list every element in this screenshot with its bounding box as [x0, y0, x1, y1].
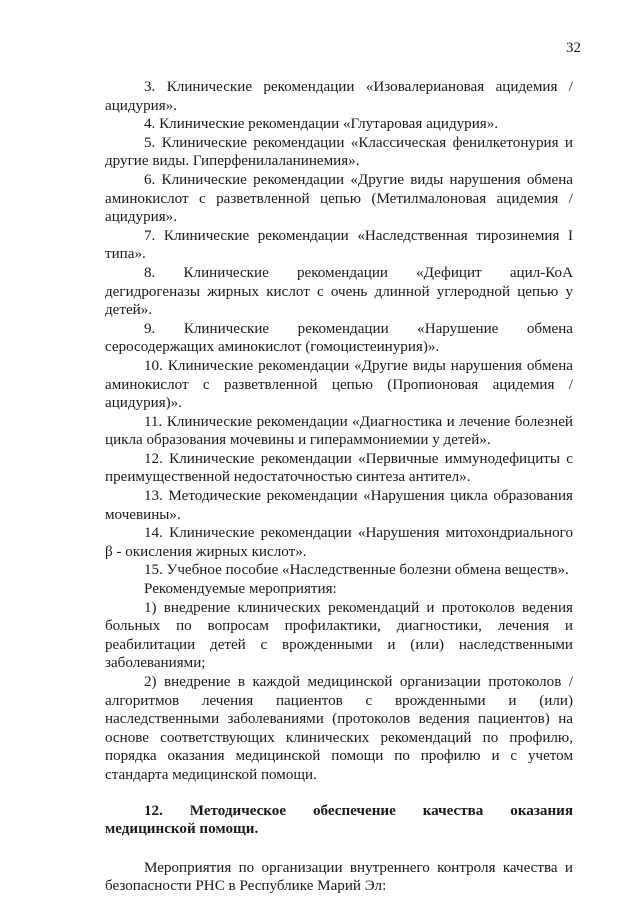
list-item: 14. Клинические рекомендации «Нарушения митохондриального β - окисления жирных кислот». [105, 525, 573, 560]
recommendations-intro: Рекомендуемые мероприятия: [144, 581, 337, 598]
list-item: 12. Клинические рекомендации «Первичные иммунодефициты с преимущественной недостаточностью синтеза антител». [105, 450, 573, 486]
list-item: 13. Методические рекомендации «Нарушения цикла образования мочевины». [105, 488, 573, 523]
recommendation-item: 2) внедрение в каждой медицинской организации протоколов / алгоритмов лечения пациентов с врожденными и (или) наследственными заболеваниями (протоколов ведения пациентов) на основе соответствующих клинических рекомендаций по профилю, порядка оказания медицинской помощи по профилю и с учетом стандарта медицинской помощи. [105, 674, 573, 783]
document-body [105, 78, 573, 896]
list-item: 15. Учебное пособие «Наследственные болезни обмена веществ». [144, 562, 569, 579]
list-item: 4. Клинические рекомендации «Глутаровая ацидурия». [144, 116, 499, 133]
list-item: 8. Клинические рекомендации «Дефицит ацил-КоА дегидрогеназы жирных кислот с очень длинной углеродной цепью у детей». [105, 264, 573, 319]
section-heading: 12. Методическое обеспечение качества оказания медицинской помощи. [105, 802, 573, 838]
list-item: 3. Клинические рекомендации «Изовалериановая ацидемия / ацидурия». [105, 79, 573, 114]
list-item: 10. Клинические рекомендации «Другие виды нарушения обмена аминокислот с разветвленной цепью (Пропионовая ацидемия / ацидурия)». [105, 357, 573, 412]
section-paragraph: Мероприятия по организации внутреннего контроля качества и безопасности РНС в Республике Марий Эл: [105, 859, 573, 895]
list-item: 9. Клинические рекомендации «Нарушение обмена серосодержащих аминокислот (гомоцистеинурия)». [105, 320, 573, 356]
recommendation-item: 1) внедрение клинических рекомендаций и протоколов ведения больных по вопросам профилактики, диагностики, лечения и реабилитации детей с врожденными и (или) наследственными заболеваниями; [105, 599, 573, 672]
page-number: 32 [566, 40, 581, 56]
list-item: 11. Клинические рекомендации «Диагностика и лечение болезней цикла образования мочевины и гипераммониемии у детей». [105, 413, 573, 449]
list-item: 7. Клинические рекомендации «Наследственная тирозинемия I типа». [105, 227, 573, 263]
list-item: 6. Клинические рекомендации «Другие виды нарушения обмена аминокислот с разветвленной цепью (Метилмалоновая ацидемия / ацидурия». [105, 171, 573, 226]
list-item: 5. Клинические рекомендации «Классическая фенилкетонурия и другие виды. Гиперфенилаланинемия». [105, 134, 573, 170]
